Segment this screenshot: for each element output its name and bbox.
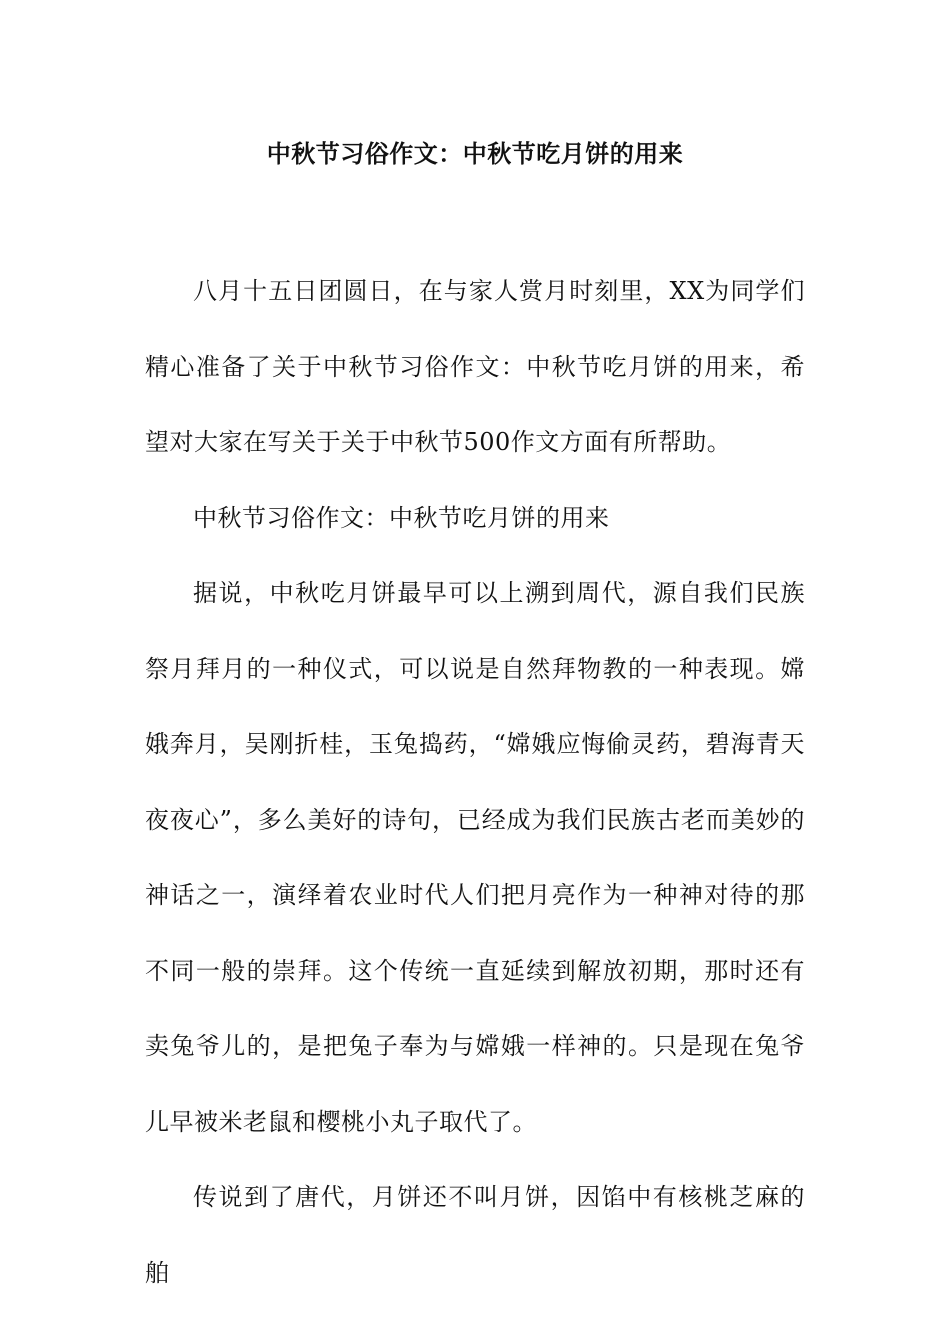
- document-body: [145, 254, 805, 1311]
- tang-dynasty-paragraph: 传说到了唐代，月饼还不叫月饼，因馅中有核桃芝麻的舶: [145, 1183, 805, 1287]
- document-title: 中秋节习俗作文：中秋节吃月饼的用来: [266, 139, 684, 168]
- section-heading-paragraph: 中秋节习俗作文：中秋节吃月饼的用来: [193, 503, 610, 532]
- intro-paragraph: 八月十五日团圆日，在与家人赏月时刻里，XX为同学们精心准备了关于中秋节习俗作文：中秋节吃月饼的用来，希望对大家在写关于关于中秋节500作文方面有所帮助。: [145, 277, 805, 456]
- history-paragraph: 据说，中秋吃月饼最早可以上溯到周代，源自我们民族祭月拜月的一种仪式，可以说是自然拜物教的一种表现。嫦娥奔月，吴刚折桂，玉兔捣药，“嫦娥应悔偷灵药，碧海青天夜夜心”，多么美好的诗句，已经成为我们民族古老而美妙的神话之一，演绎着农业时代人们把月亮作为一种神对待的那不同一般的崇拜。这个传统一直延续到解放初期，那时还有卖兔爷儿的，是把兔子奉为与嫦娥一样神的。只是现在兔爷儿早被米老鼠和樱桃小丸子取代了。: [145, 579, 805, 1136]
